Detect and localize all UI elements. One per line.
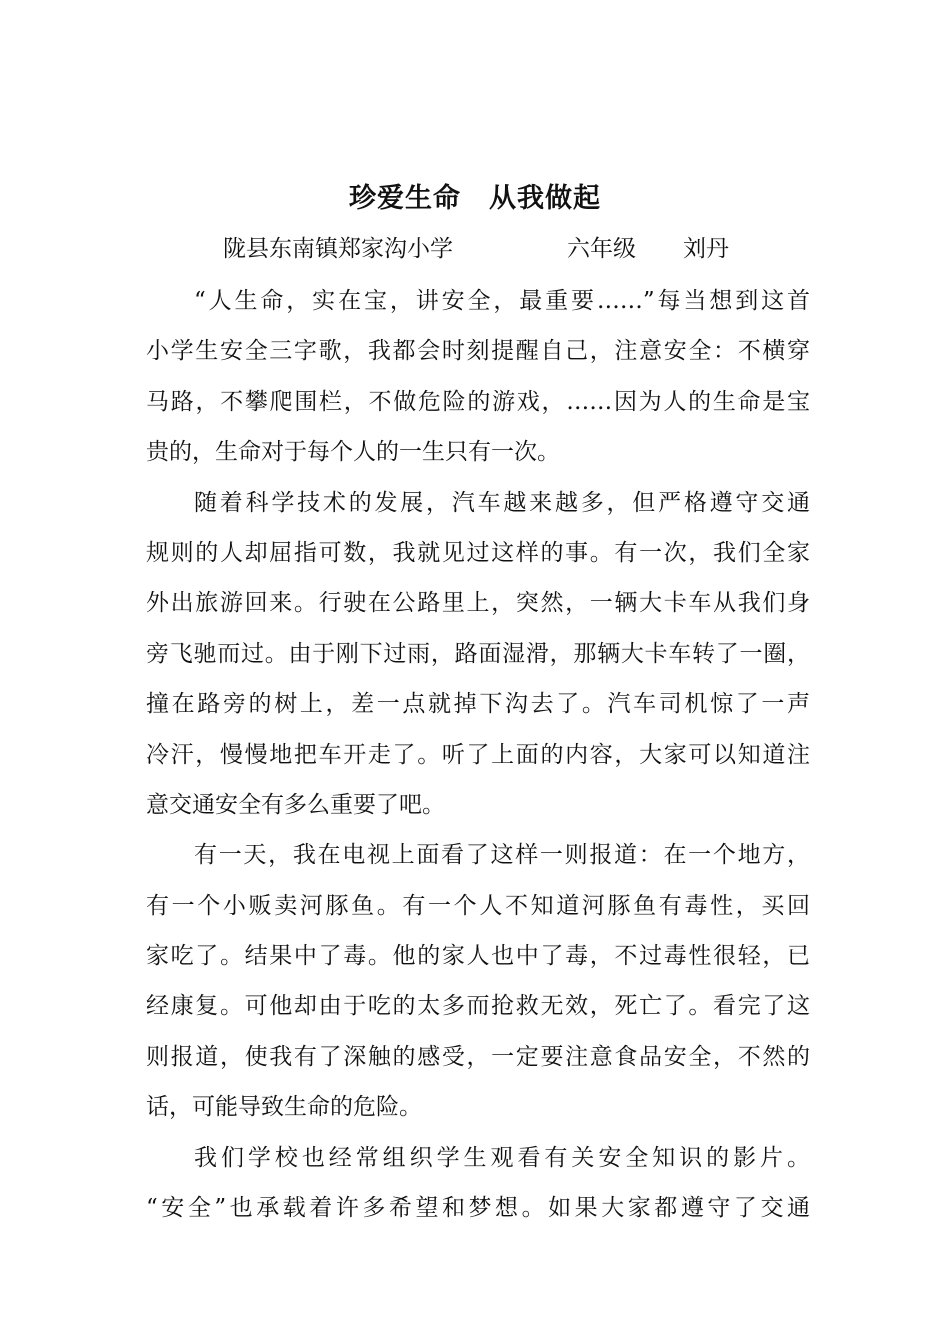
text-line: 有一天，我在电视上面看了这样一则报道：在一个地方， xyxy=(194,842,810,869)
essay-body xyxy=(146,276,810,1233)
text-line: 则报道，使我有了深触的感受，一定要注意食品安全，不然的 xyxy=(146,1043,810,1070)
text-line: “人生命，实在宝，讲安全，最重要……”每当想到这首 xyxy=(194,288,810,314)
text-line: 规则的人却屈指可数，我就见过这样的事。有一次，我们全家 xyxy=(146,539,810,566)
title-part-1: 珍爱生命 xyxy=(349,183,461,214)
text-line: “安全”也承载着许多希望和梦想。如果大家都遵守了交通 xyxy=(146,1195,810,1222)
text-line: 经康复。可他却由于吃的太多而抢救无效，死亡了。看完了这 xyxy=(146,993,810,1020)
text-line: 旁飞驰而过。由于刚下过雨，路面湿滑，那辆大卡车转了一圈， xyxy=(146,640,810,667)
text-line: 马路，不攀爬围栏，不做危险的游戏，……因为人的生命是宝 xyxy=(146,388,810,415)
grade-label: 六年级 xyxy=(567,236,636,262)
document-title xyxy=(0,181,950,217)
text-line: 外出旅游回来。行驶在公路里上，突然，一辆大卡车从我们身 xyxy=(146,590,810,617)
text-line: 撞在路旁的树上，差一点就掉下沟去了。汽车司机惊了一声 xyxy=(146,691,810,718)
text-line: 随着科学技术的发展，汽车越来越多，但严格遵守交通 xyxy=(194,489,810,516)
text-line: 冷汗，慢慢地把车开走了。听了上面的内容，大家可以知道注 xyxy=(146,741,810,768)
text-line: 贵的，生命对于每个人的一生只有一次。 xyxy=(146,439,560,466)
text-line: 我们学校也经常组织学生观看有关安全知识的影片。 xyxy=(194,1144,810,1171)
text-line: 话，可能导致生命的危险。 xyxy=(146,1094,422,1121)
school-name: 陇县东南镇郑家沟小学 xyxy=(223,236,453,262)
text-line: 有一个小贩卖河豚鱼。有一个人不知道河豚鱼有毒性，买回 xyxy=(146,892,810,919)
author-name: 刘丹 xyxy=(683,236,729,262)
text-line: 家吃了。结果中了毒。他的家人也中了毒，不过毒性很轻，已 xyxy=(146,943,810,970)
title-part-2: 从我做起 xyxy=(489,183,601,214)
text-line: 意交通安全有多么重要了吧。 xyxy=(146,791,445,818)
text-line: 小学生安全三字歌，我都会时刻提醒自己，注意安全：不横穿 xyxy=(146,338,810,365)
